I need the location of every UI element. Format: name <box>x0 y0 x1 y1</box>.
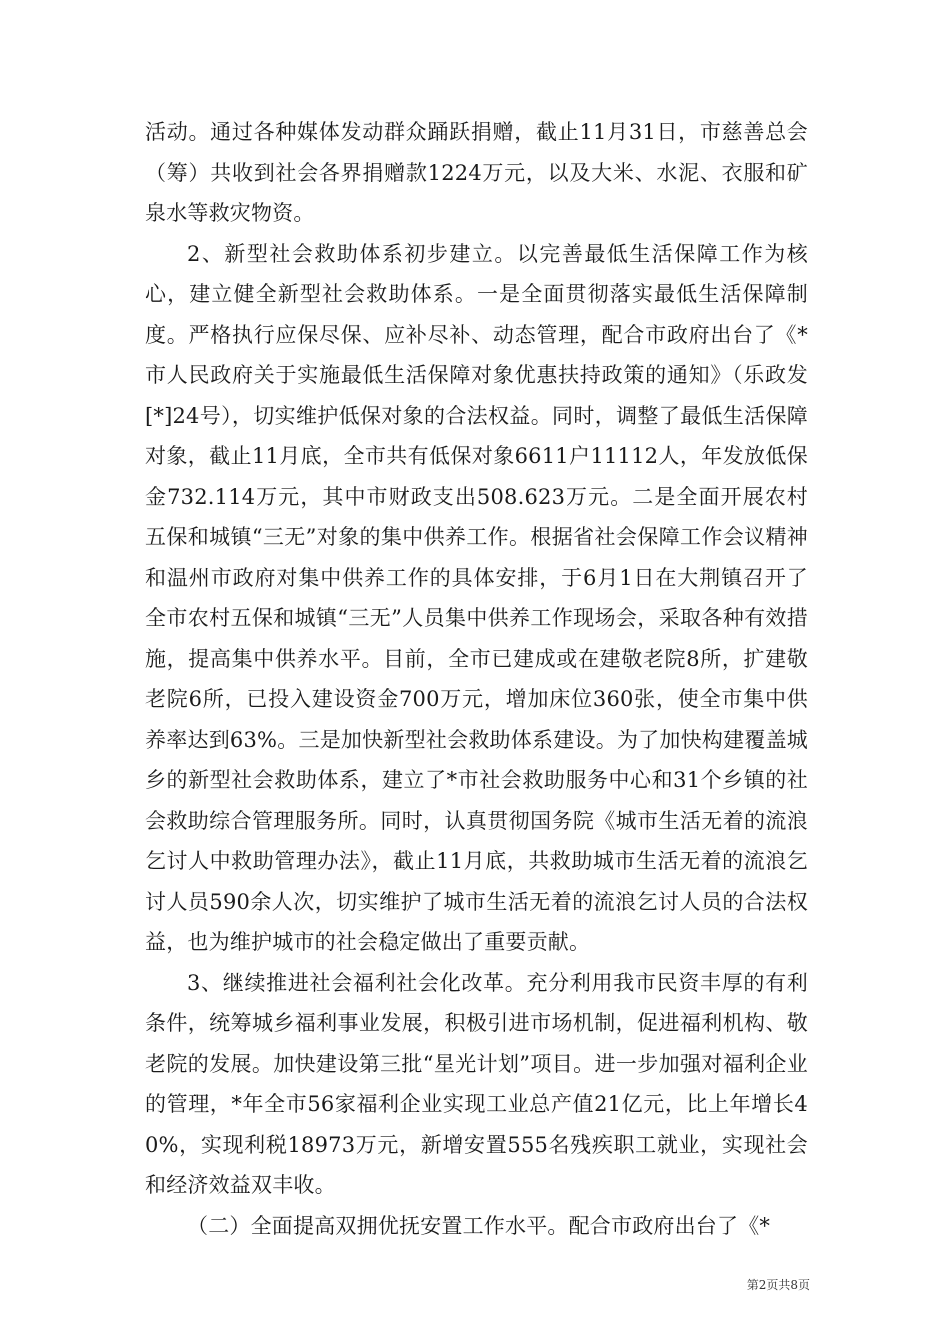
page-number-footer: 第2页共8页 <box>746 1278 810 1292</box>
document-body <box>145 112 808 1246</box>
paragraph-social-welfare-reform: 3、继续推进社会福利社会化改革。充分利用我市民资丰厚的有利条件，统筹城乡福利事业发展，积极引进市场机制，促进福利机构、敬老院的发展。加快建设第三批“星光计划”项目。进一步加强对福利企业的管理，*年全市56家福利企业实现工业总产值21亿元，比上年增长40%，实现利税18973万元，新增安置555名残疾职工就业，实现社会和经济效益双丰收。 <box>145 970 808 1197</box>
paragraph-continuation: 活动。通过各种媒体发动群众踊跃捐赠，截止11月31日，市慈善总会（筹）共收到社会各界捐赠款1224万元，以及大米、水泥、衣服和矿泉水等救灾物资。 <box>145 120 808 225</box>
paragraph-social-assistance: 2、新型社会救助体系初步建立。以完善最低生活保障工作为核心，建立健全新型社会救助体系。一是全面贯彻落实最低生活保障制度。严格执行应保尽保、应补尽补、动态管理，配合市政府出台了《*市人民政府关于实施最低生活保障对象优惠扶持政策的通知》（乐政发[*]24号），切实维护低保对象的合法权益。同时，调整了最低生活保障对象，截止11月底，全市共有低保对象6611户11112人，年发放低保金732.114万元，其中市财政支出508.623万元。二是全面开展农村五保和城镇“三无”对象的集中供养工作。根据省社会保障工作会议精神和温州市政府对集中供养工作的具体安排，于6月1日在大荆镇召开了全市农村五保和城镇“三无”人员集中供养工作现场会，采取各种有效措施，提高集中供养水平。目前，全市已建成或在建敬老院8所，扩建敬老院6所，已投入建设资金700万元，增加床位360张，使全市集中供养率达到63%。三是加快新型社会救助体系建设。为了加快构建覆盖城乡的新型社会救助体系，建立了*市社会救助服务中心和31个乡镇的社会救助综合管理服务所。同时，认真贯彻国务院《城市生活无着的流浪乞讨人中救助管理办法》，截止11月底，共救助城市生活无着的流浪乞讨人员590余人次，切实维护了城市生活无着的流浪乞讨人员的合法权益，也为维护城市的社会稳定做出了重要贡献。 <box>145 241 808 954</box>
paragraph-double-support: （二）全面提高双拥优抚安置工作水平。配合市政府出台了《* <box>187 1213 771 1238</box>
